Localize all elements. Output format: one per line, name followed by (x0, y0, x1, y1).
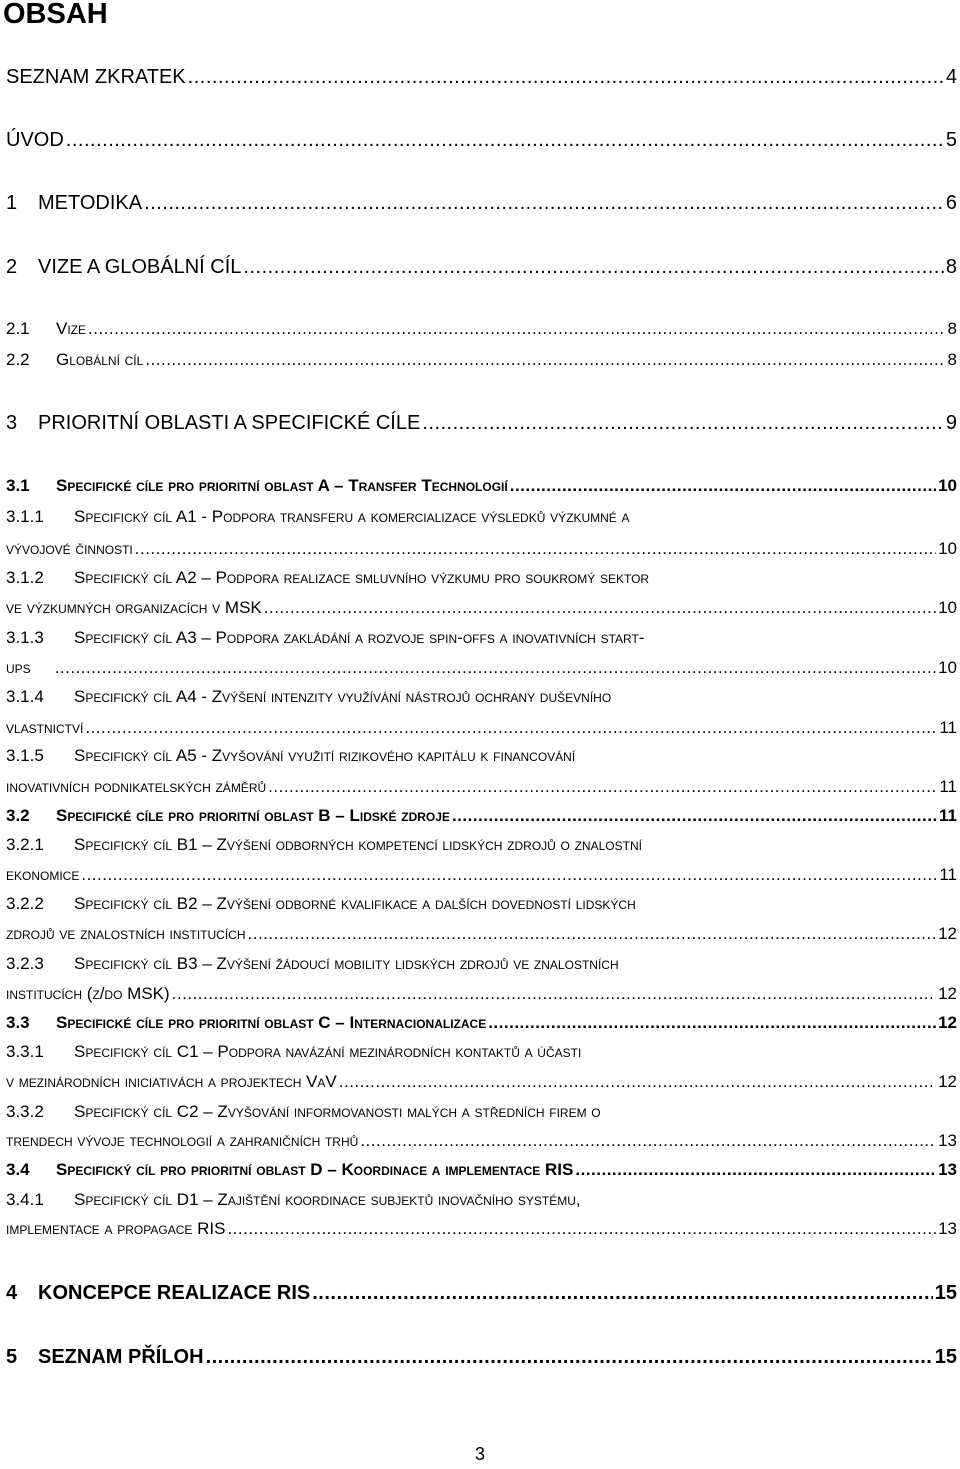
dot-leader (510, 473, 936, 499)
toc-entry-title: Specifické cíle pro prioritní oblast C – Internacionalizace (56, 1013, 487, 1032)
toc-entry-number: 3.2 (6, 806, 30, 825)
toc-entry-3-1[interactable] (6, 473, 957, 499)
toc-entry-title-continued: institucích (z/do MSK) (6, 984, 170, 1003)
toc-entry-3-3-2-cont[interactable] (6, 1128, 957, 1154)
toc-entry-3-4-1-cont[interactable] (6, 1216, 957, 1242)
toc-entry-number: 3.3.2 (6, 1102, 44, 1121)
dot-leader (85, 715, 937, 741)
dot-leader (360, 1128, 936, 1154)
toc-entry-page: 12 (938, 1013, 957, 1032)
toc-entry-title: Specifický cíl B1 – Zvýšení odborných kompetencí lidských zdrojů o znalostní (74, 835, 642, 854)
toc-entry-title-continued: zdrojů ve znalostních institucích (6, 924, 246, 943)
dot-leader (206, 1344, 933, 1370)
page-number: 3 (474, 1444, 485, 1464)
toc-entry-zkratky[interactable] (6, 64, 957, 90)
toc-entry-number: 4 (6, 1282, 18, 1304)
toc-entry-3-3-1[interactable] (6, 1039, 957, 1065)
toc-entry-page: 11 (939, 777, 957, 796)
toc-entry-number: 3.2.2 (6, 894, 44, 913)
dot-leader (135, 536, 936, 562)
toc-entry-3-1-4[interactable] (6, 684, 957, 710)
toc-entry-title-continued: inovativních podnikatelských záměrů (6, 777, 267, 796)
toc-entry-title: Globální cíl (56, 350, 144, 369)
toc-entry-title: Vize (56, 319, 87, 338)
toc-entry-3-4[interactable] (6, 1157, 957, 1183)
toc-entry-title-continued: vlastnictví (6, 718, 84, 737)
toc-entry-3-2[interactable] (6, 803, 957, 829)
toc-entry-title: Specifický cíl A1 - Podpora transferu a komercializace výsledků výzkumné a (74, 507, 630, 526)
toc-entry-title: Specifický cíl B2 – Zvýšení odborné kvalifikace a dalších dovedností lidských (74, 894, 636, 913)
dot-leader (144, 190, 944, 216)
toc-entry-page: 10 (938, 539, 957, 558)
toc-entry-number: 3 (6, 412, 18, 434)
toc-entry-1[interactable] (6, 190, 957, 216)
toc-entry-title: KONCEPCE REALIZACE RIS (38, 1282, 311, 1304)
dot-leader (575, 1157, 936, 1183)
toc-entry-title-continued: vývojové činnosti (6, 539, 133, 558)
toc-entry-number: 3.3 (6, 1013, 30, 1032)
toc-entry-2-2[interactable] (6, 347, 957, 373)
toc-entry-number: 3.4 (6, 1160, 30, 1179)
toc-entry-title: Specifické cíle pro prioritní oblast B – Lidské zdroje (56, 806, 450, 825)
toc-entry-number: 5 (6, 1346, 18, 1368)
toc-entry-3-4-1[interactable] (6, 1187, 957, 1213)
toc-entry-title: Specifický cíl A4 - Zvýšení intenzity využívání nástrojů ochrany duševního (74, 687, 612, 706)
toc-entry-number: 3.1.2 (6, 568, 44, 587)
toc-entry-3-2-2[interactable] (6, 891, 957, 917)
toc-entry-3-2-2-cont[interactable] (6, 921, 957, 947)
dot-leader (452, 803, 937, 829)
toc-entry-page: 12 (938, 924, 957, 943)
toc-entry-4[interactable] (6, 1280, 957, 1306)
dot-leader (227, 1216, 936, 1242)
dot-leader (81, 862, 937, 888)
toc-entry-title: Specifický cíl A2 – Podpora realizace smluvního výzkumu pro soukromý sektor (74, 568, 650, 587)
toc-entry-page: 13 (938, 1219, 957, 1238)
toc-entry-number: 3.1.3 (6, 628, 44, 647)
toc-entry-page: 13 (938, 1160, 957, 1179)
toc-entry-number: 2 (6, 256, 18, 278)
toc-entry-title: VIZE A GLOBÁLNÍ CÍL (38, 256, 242, 278)
toc-entry-title-continued: ve výzkumných organizacích v MSK (6, 598, 262, 617)
toc-entry-title: Specifický cíl C1 – Podpora navázání mezinárodních kontaktů a účasti (74, 1042, 582, 1061)
toc-entry-3-1-2[interactable] (6, 565, 957, 591)
toc-entry-page: 12 (938, 984, 957, 1003)
toc-entry-number: 1 (6, 192, 18, 214)
toc-entry-page: 10 (938, 598, 957, 617)
toc-entry-number: 3.2.3 (6, 954, 44, 973)
dot-leader (264, 595, 936, 621)
toc-entry-3-1-3-cont[interactable] (6, 655, 957, 681)
toc-entry-title-continued: trendech vývoje technologií a zahraničních trhů (6, 1131, 359, 1150)
dot-leader (145, 347, 945, 373)
toc-entry-3-1-4-cont[interactable] (6, 715, 957, 741)
toc-entry-title: Specifický cíl C2 – Zvyšování informovanosti malých a středních firem o (74, 1102, 601, 1121)
toc-entry-page: 11 (939, 718, 957, 737)
toc-entry-3-2-3-cont[interactable] (6, 981, 957, 1007)
toc-entry-page: 12 (938, 1072, 957, 1091)
toc-entry-page: 11 (939, 806, 957, 825)
toc-entry-page: 13 (938, 1131, 957, 1150)
toc-entry-page: 8 (947, 350, 957, 369)
toc-entry-title-continued: ups (6, 658, 31, 677)
toc-entry-page: 5 (945, 129, 957, 151)
toc-entry-3-1-2-cont[interactable] (6, 595, 957, 621)
dot-leader (248, 921, 937, 947)
toc-entry-5[interactable] (6, 1344, 957, 1370)
dot-leader (88, 316, 946, 342)
toc-entry-3-1-1[interactable] (6, 504, 957, 530)
toc-entry-3-1-5[interactable] (6, 743, 957, 769)
toc-entry-page: 10 (938, 476, 957, 495)
dot-leader (243, 254, 943, 280)
dot-leader (172, 981, 936, 1007)
dot-leader (55, 655, 936, 681)
toc-entry-number: 3.1 (6, 476, 30, 495)
toc-entry-title: SEZNAM PŘÍLOH (38, 1346, 204, 1368)
toc-entry-3-3-2[interactable] (6, 1099, 957, 1125)
toc-entry-number: 3.1.4 (6, 687, 44, 706)
toc-entry-number: 3.2.1 (6, 835, 44, 854)
toc-entry-page: 11 (939, 865, 957, 884)
toc-entry-page: 10 (938, 658, 957, 677)
toc-entry-number: 3.3.1 (6, 1042, 44, 1061)
toc-entry-number: 3.1.1 (6, 507, 44, 526)
toc-entry-title: PRIORITNÍ OBLASTI A SPECIFICKÉ CÍLE (38, 412, 421, 434)
toc-entry-page: 4 (945, 66, 957, 88)
page-title: OBSAH (3, 0, 108, 30)
toc-entry-title: Specifický cíl A3 – Podpora zakládání a rozvoje spin-offs a inovativních start- (74, 628, 645, 647)
toc-entry-page: 8 (947, 319, 957, 338)
dot-leader (188, 64, 944, 90)
toc-entry-2-1[interactable] (6, 316, 957, 342)
toc-entry-number: 2.2 (6, 350, 30, 369)
toc-entry-3-2-3[interactable] (6, 951, 957, 977)
toc-entry-number: 2.1 (6, 319, 30, 338)
toc-entry-page: 6 (945, 192, 957, 214)
toc-entry-3-1-5-cont[interactable] (6, 774, 957, 800)
toc-entry-number: 3.4.1 (6, 1190, 44, 1209)
toc-entry-title: METODIKA (38, 192, 143, 214)
dot-leader (312, 1280, 933, 1306)
toc-entry-page: 15 (934, 1346, 957, 1368)
dot-leader (268, 774, 937, 800)
toc-entry-3[interactable] (6, 410, 957, 436)
dot-leader (66, 127, 944, 153)
toc-entry-title: SEZNAM ZKRATEK (6, 66, 186, 88)
toc-entry-3-2-1[interactable] (6, 832, 957, 858)
toc-entry-page: 9 (945, 412, 957, 434)
toc-entry-title-continued: implementace a propagace RIS (6, 1219, 226, 1238)
toc-entry-number: 3.1.5 (6, 746, 44, 765)
toc-entry-3-3-1-cont[interactable] (6, 1069, 957, 1095)
dot-leader (339, 1069, 936, 1095)
toc-entry-3-3[interactable] (6, 1010, 957, 1036)
toc-entry-title: Specifický cíl B3 – Zvýšení žádoucí mobility lidských zdrojů ve znalostních (74, 954, 619, 973)
toc-entry-page: 15 (934, 1282, 957, 1304)
toc-entry-3-2-1-cont[interactable] (6, 862, 957, 888)
dot-leader (488, 1010, 936, 1036)
toc-entry-3-1-1-cont[interactable] (6, 536, 957, 562)
toc-entry-title: Specifický cíl pro prioritní oblast D – Koordinace a implementace RIS (56, 1160, 574, 1179)
toc-entry-2[interactable] (6, 254, 957, 280)
toc-entry-title: Specifické cíle pro prioritní oblast A – Transfer Technologií (56, 476, 508, 495)
toc-entry-title-continued: v mezinárodních iniciativách a projektech VaV (6, 1072, 337, 1091)
toc-entry-uvod[interactable] (6, 127, 957, 153)
dot-leader (422, 410, 944, 436)
toc-entry-title: Specifický cíl D1 – Zajištění koordinace subjektů inovačního systému, (74, 1190, 581, 1209)
toc-entry-title-continued: ekonomice (6, 865, 80, 884)
toc-entry-3-1-3[interactable] (6, 625, 957, 651)
toc-entry-title: Specifický cíl A5 - Zvyšování využití rizikového kapitálu k financování (74, 746, 576, 765)
toc-entry-title: ÚVOD (6, 129, 64, 151)
toc-entry-page: 8 (945, 256, 957, 278)
